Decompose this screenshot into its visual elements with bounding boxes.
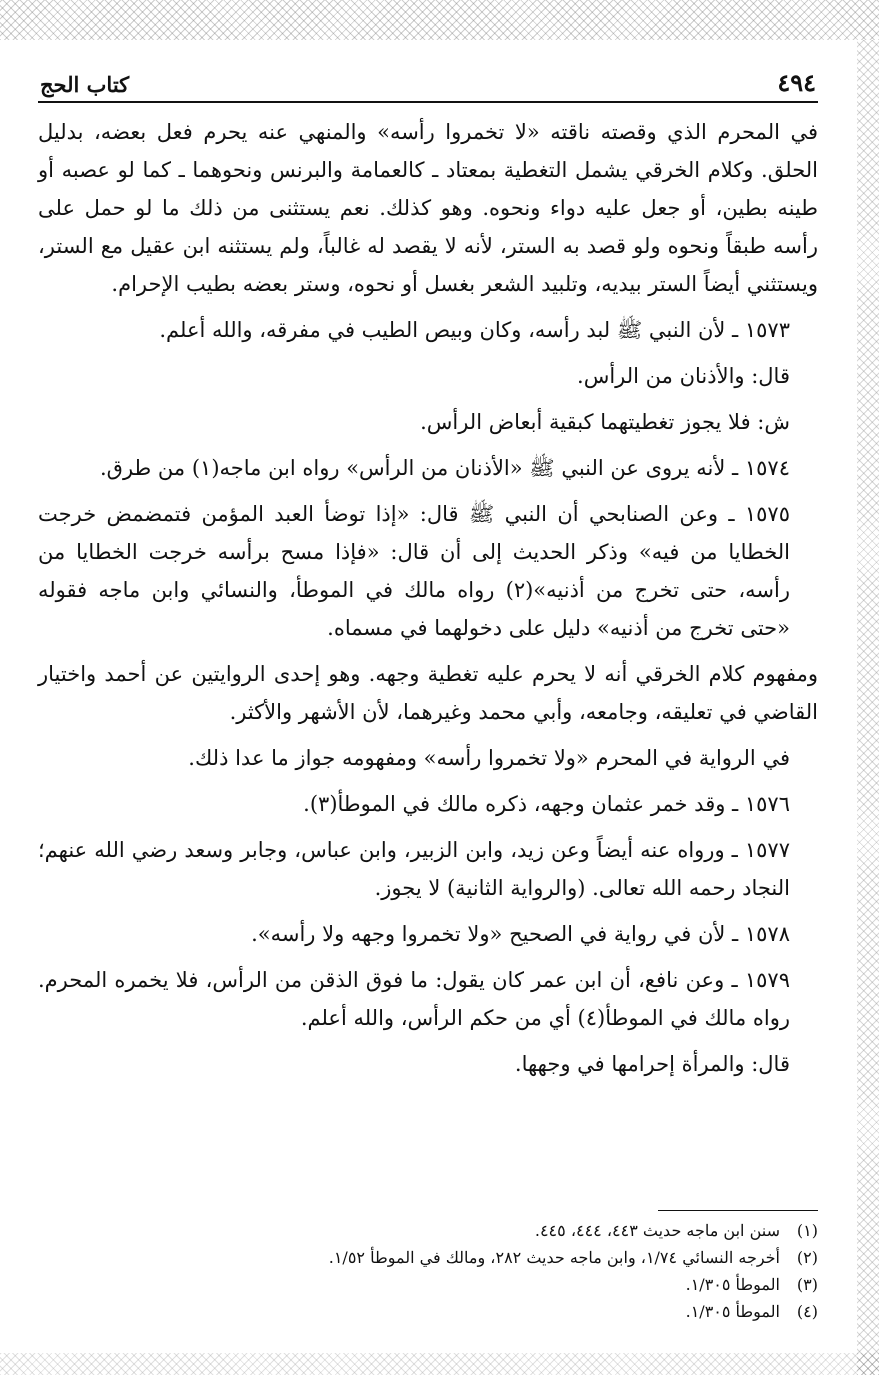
paragraph: ١٥٧٤ ـ لأنه يروى عن النبي ﷺ «الأذنان من الرأس» رواه ابن ماجه(١) من طرق. [99, 456, 790, 480]
page-body [38, 113, 818, 1083]
footnote [38, 1244, 818, 1271]
paragraph: ومفهوم كلام الخرقي أنه لا يحرم عليه تغطية وجهه. وهو إحدى الروايتين عن أحمد واختيار القاضي في تعليقه، وجامعه، وأبي محمد وغيرهما، لأن الأشهر والأكثر. [38, 662, 818, 724]
footnote-separator [658, 1210, 818, 1211]
page-header [38, 55, 818, 103]
paragraph: ١٥٧٧ ـ ورواه عنه أيضاً وعن زيد، وابن الزبير، وابن عباس، وجابر وسعد رضي الله عنهم؛ النجاد رحمه الله تعالى. (والرواية الثانية) لا يجوز. [38, 838, 790, 900]
decorative-border-bottom [0, 1353, 879, 1375]
footnote [38, 1271, 818, 1298]
footnote-text: أخرجه النسائي ١/٧٤، وابن ماجه حديث ٢٨٢، ومالك في الموطأ ١/٥٢. [328, 1248, 780, 1267]
paragraph: ١٥٧٩ ـ وعن نافع، أن ابن عمر كان يقول: ما فوق الذقن من الرأس، فلا يخمره المحرم. رواه مالك في الموطأ(٤) أي من حكم الرأس، والله أعلم. [38, 968, 790, 1030]
footnotes [38, 1210, 818, 1325]
footnote [38, 1217, 818, 1244]
page-number: ٤٩٤ [777, 68, 816, 97]
paragraph: ١٥٧٨ ـ لأن في رواية في الصحيح «ولا تخمروا وجهه ولا رأسه». [251, 922, 790, 946]
paragraph: قال: والأذنان من الرأس. [577, 364, 790, 388]
paragraph: في المحرم الذي وقصته ناقته «لا تخمروا رأسه» والمنهي عنه يحرم فعل بعضه، بدليل الحلق. وكلام الخرقي يشمل التغطية بمعتاد ـ كالعمامة والبرنس ونحوهما ـ كما لو عصبه أو طينه بطين، أو جعل عليه دواء ونحوه. وهو كذلك. نعم يستثنى من ذلك ما لو حمل على رأسه طبقاً ونحوه ولو قصد به الستر، لأنه لا يقصد له غالباً، ولم يستثنه ابن عقيل مع الستر، ويستثني أيضاً الستر بيديه، وتلبيد الشعر بغسل أو نحوه، وستر بعضه بطيب الإحرام. [38, 120, 818, 296]
paragraph: ش: فلا يجوز تغطيتهما كبقية أبعاض الرأس. [420, 410, 790, 434]
paragraph: في الرواية في المحرم «ولا تخمروا رأسه» ومفهومه جواز ما عدا ذلك. [188, 746, 790, 770]
footnote-number: (٢) [796, 1248, 818, 1267]
footnote-number: (٣) [796, 1275, 818, 1294]
book-title: كتاب الحج [40, 72, 130, 97]
footnote-text: الموطأ ١/٣٠٥. [685, 1302, 780, 1321]
page [38, 55, 818, 1091]
paragraph: قال: والمرأة إحرامها في وجهها. [514, 1052, 790, 1076]
footnote [38, 1298, 818, 1325]
footnote-text: سنن ابن ماجه حديث ٤٤٣، ٤٤٤، ٤٤٥. [534, 1221, 780, 1240]
decorative-border-top [0, 0, 879, 40]
footnote-number: (١) [796, 1221, 818, 1240]
paragraph: ١٥٧٣ ـ لأن النبي ﷺ لبد رأسه، وكان وبيص الطيب في مفرقه، والله أعلم. [159, 318, 790, 342]
footnote-text: الموطأ ١/٣٠٥. [685, 1275, 780, 1294]
paragraph: ١٥٧٦ ـ وقد خمر عثمان وجهه، ذكره مالك في الموطأ(٣). [303, 792, 790, 816]
paragraph: ١٥٧٥ ـ وعن الصنابحي أن النبي ﷺ قال: «إذا توضأ العبد المؤمن فتمضمض خرجت الخطايا من فيه» وذكر الحديث إلى أن قال: «فإذا مسح برأسه خرجت الخطايا من رأسه، حتى تخرج من أذنيه»(٢) رواه مالك في الموطأ، والنسائي وابن ماجه فقوله «حتى تخرج من أذنيه» دليل على دخولهما في مسماه. [38, 502, 790, 640]
footnote-number: (٤) [796, 1302, 818, 1321]
decorative-border-right [857, 40, 879, 1375]
